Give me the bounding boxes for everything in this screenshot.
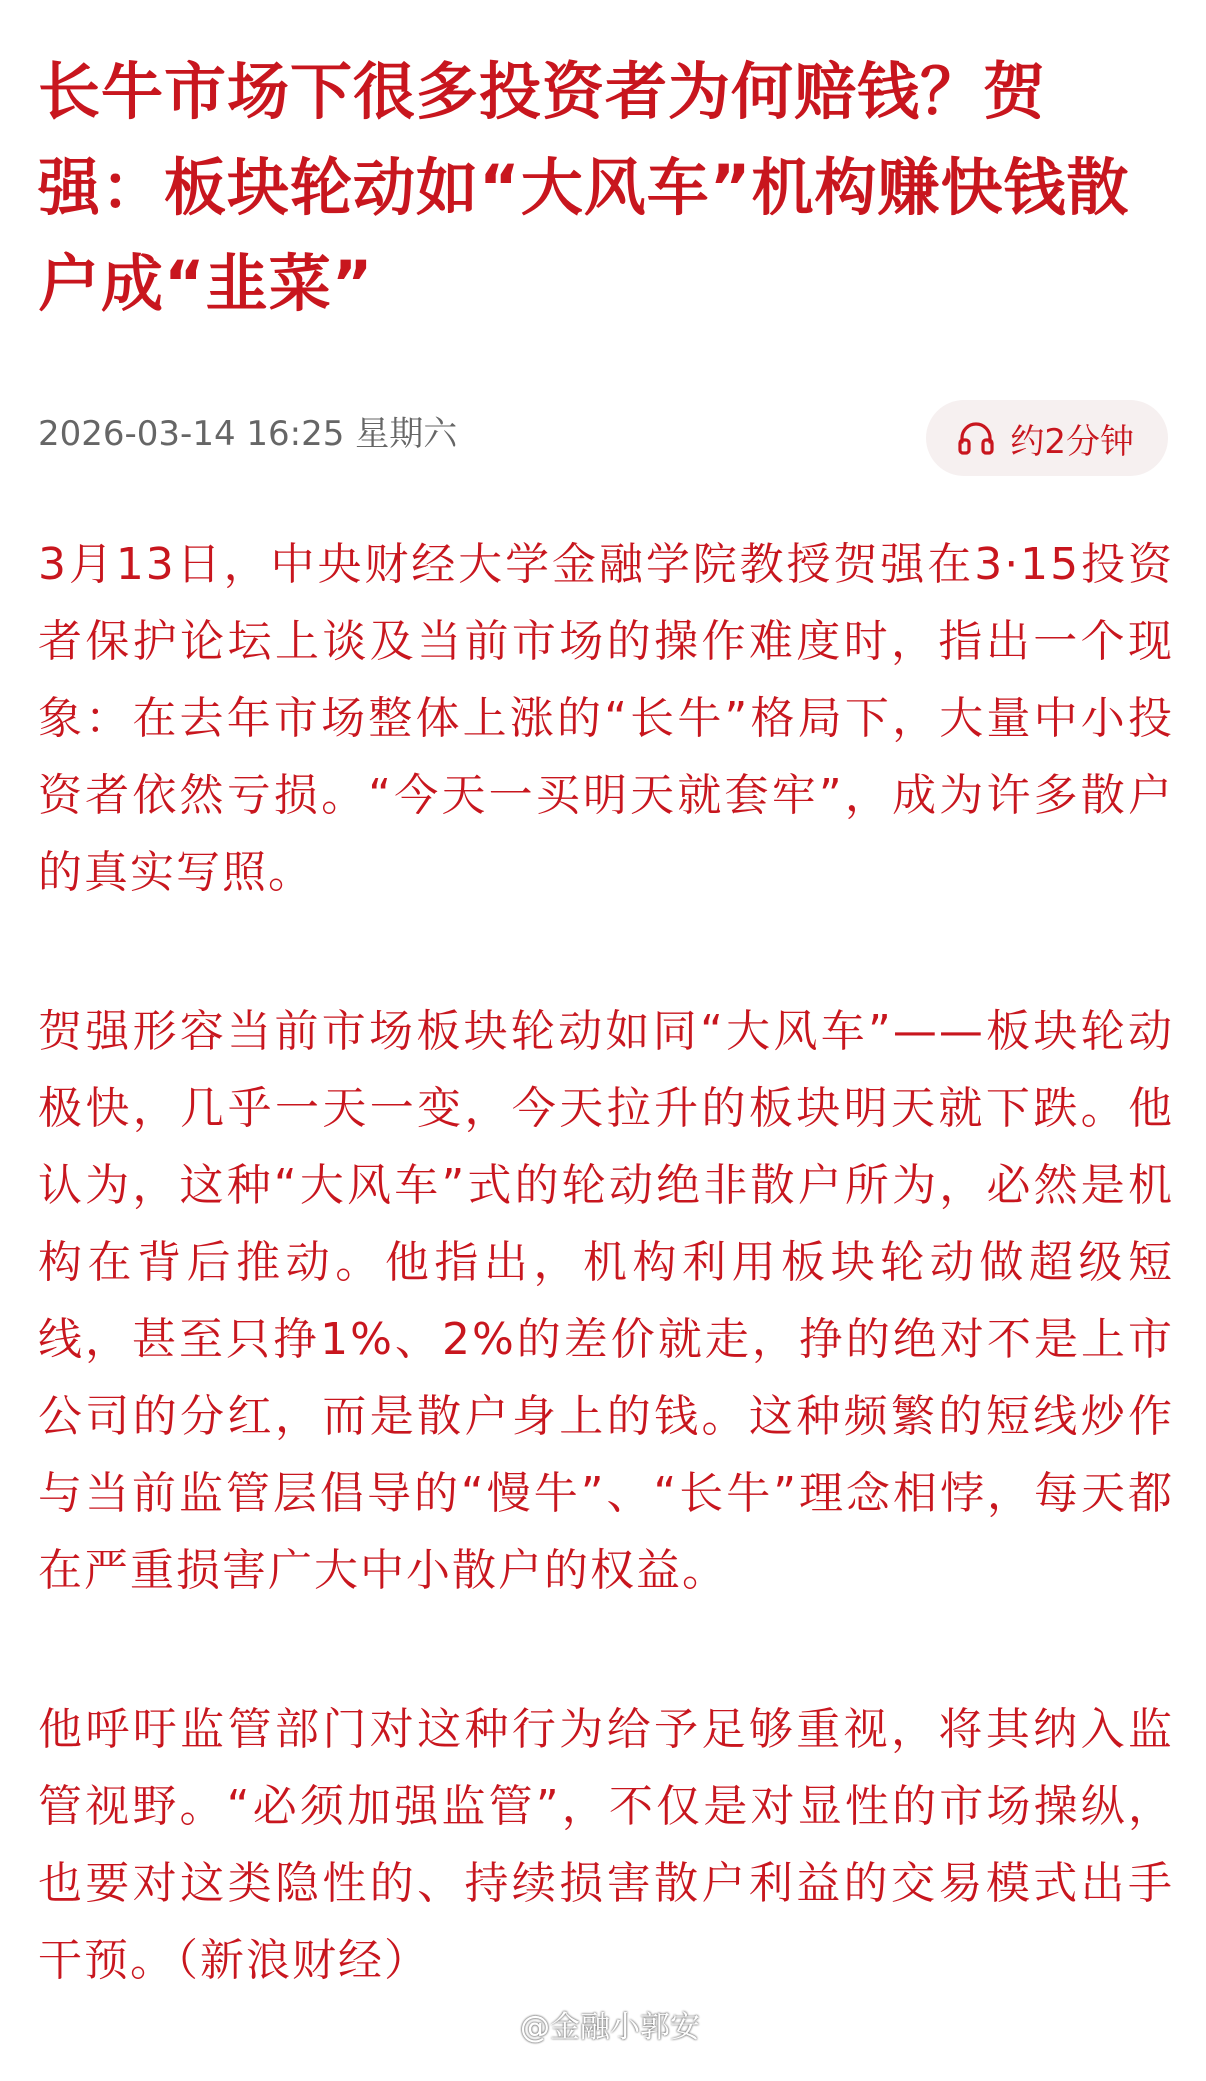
publish-datetime: 2026-03-14 16:25 星期六	[38, 414, 458, 454]
listen-duration-label: 约2分钟	[1010, 421, 1134, 462]
paragraph-2: 贺强形容当前市场板块轮动如同“大风车”——板块轮动极快，几乎一天一变，今天拉升的板块明天就下跌。他认为，这种“大风车”式的轮动绝非散户所为，必然是机构在背后推动。他指出，机构利用板块轮动做超级短线，甚至只挣1%、2%的差价就走，挣的绝对不是上市公司的分红，而是散户身上的钱。这种频繁的短线炒作与当前监管层倡导的“慢牛”、“长牛”理念相悖，每天都在严重损害广大中小散户的权益。	[38, 1006, 1174, 1596]
headphones-icon	[956, 418, 996, 458]
listen-audio-button[interactable]	[926, 400, 1168, 476]
paragraph-3: 他呼吁监管部门对这种行为给予足够重视，将其纳入监管视野。“必须加强监管”，不仅是对显性的市场操纵，也要对这类隐性的、持续损害散户利益的交易模式出手干预。（新浪财经）	[38, 1704, 1174, 1986]
article-title: 长牛市场下很多投资者为何赔钱？贺强：板块轮动如“大风车”机构赚快钱散户成“韭菜”	[38, 55, 1130, 320]
article-body	[38, 526, 1174, 2081]
watermark: @金融小郭安	[520, 2010, 700, 2045]
paragraph-1: 3月13日，中央财经大学金融学院教授贺强在3·15投资者保护论坛上谈及当前市场的操作难度时，指出一个现象：在去年市场整体上涨的“长牛”格局下，大量中小投资者依然亏损。“今天一买明天就套牢”，成为许多散户的真实写照。	[38, 539, 1174, 898]
article-meta	[38, 400, 1168, 476]
